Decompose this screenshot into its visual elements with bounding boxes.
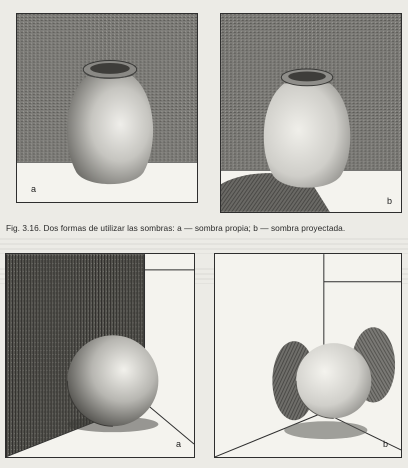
panel-label: b — [383, 439, 389, 449]
vase-cast-shadow-drawing — [221, 14, 401, 212]
sphere-own-shadow-drawing — [6, 254, 194, 457]
sphere-cast-shadow-drawing — [215, 254, 401, 457]
panel-vase-own-shadow — [16, 13, 198, 203]
panel-label: b — [387, 196, 393, 206]
bleed-through-band — [0, 238, 408, 254]
panel-sphere-cast-shadow — [214, 253, 402, 458]
panel-label: a — [31, 184, 37, 194]
vase-own-shadow-drawing — [17, 14, 197, 202]
panel-sphere-own-shadow — [5, 253, 195, 458]
figure-caption: Fig. 3.16. Dos formas de utilizar las sombras: a — sombra propia; b — sombra proyectada. — [6, 223, 346, 233]
panel-label: a — [176, 439, 182, 449]
panel-vase-cast-shadow — [220, 13, 402, 213]
